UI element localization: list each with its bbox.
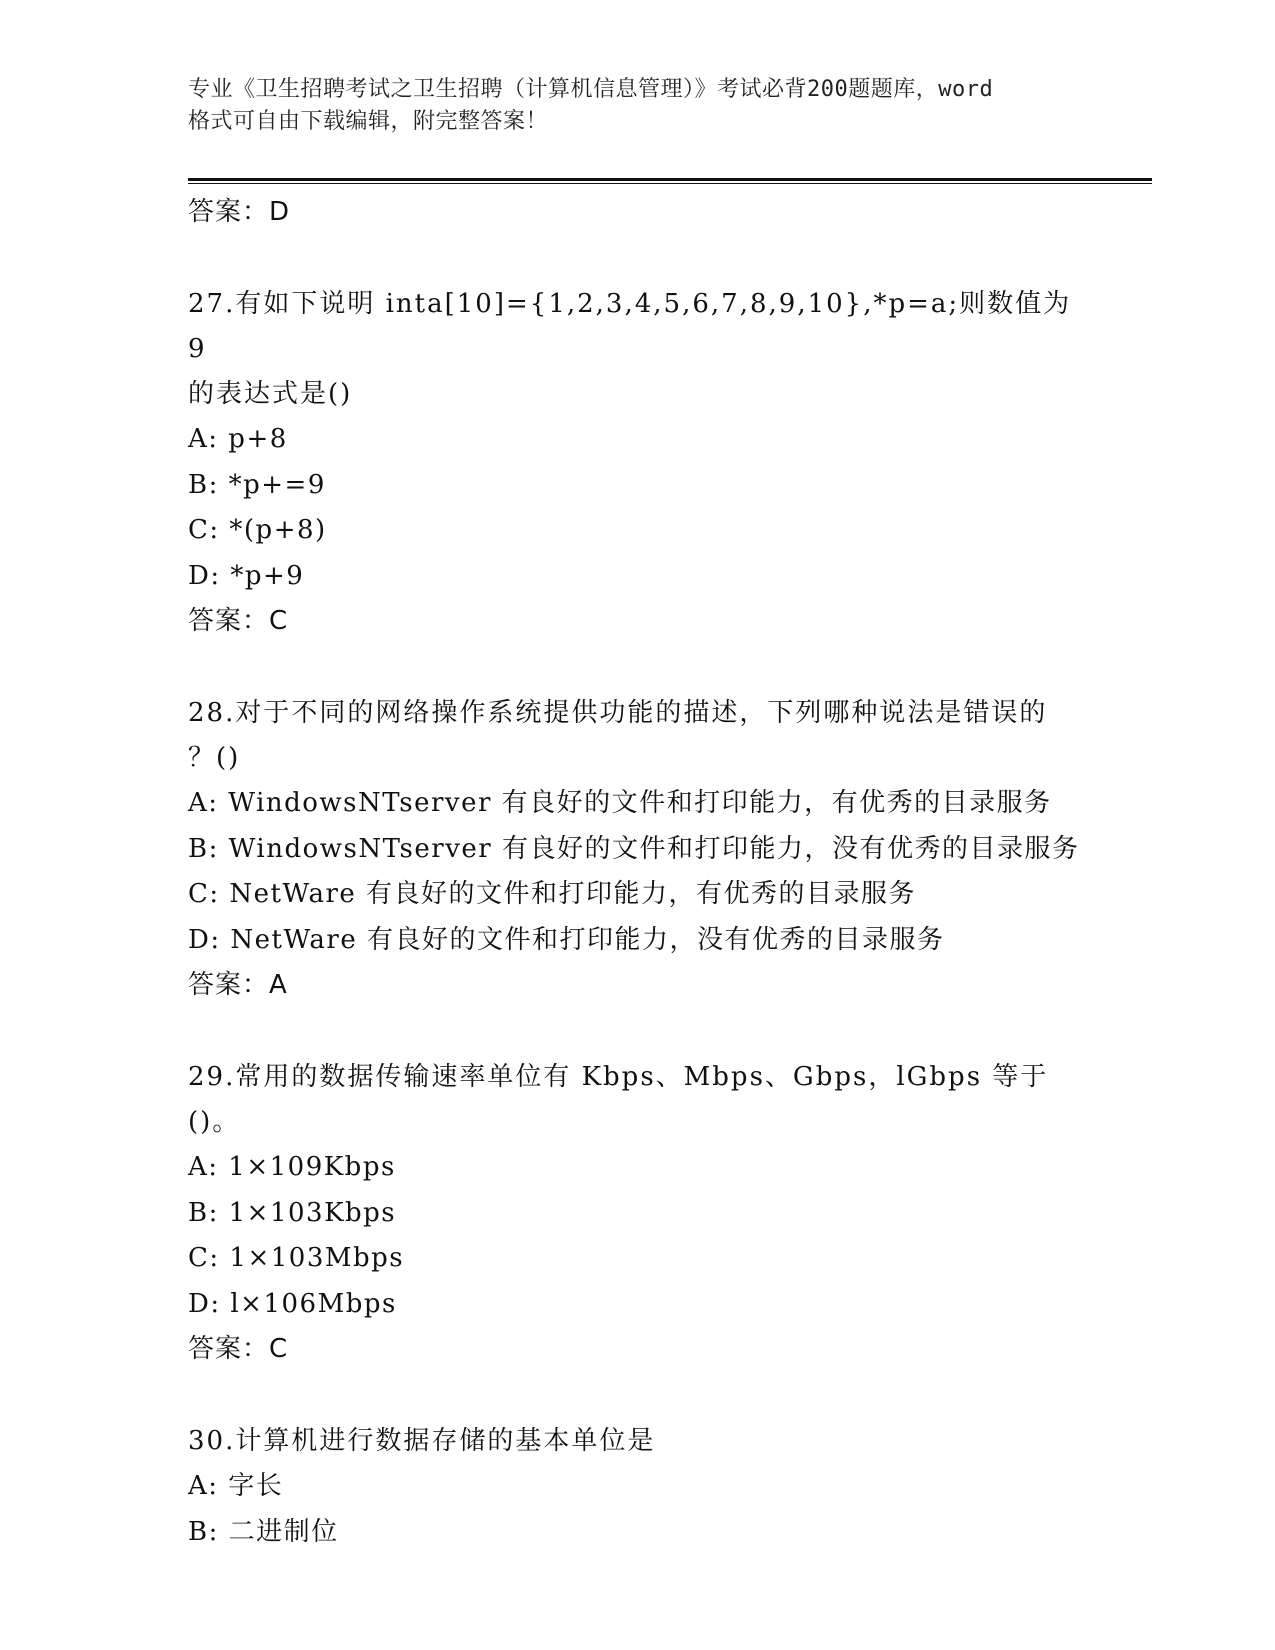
option-c: C: NetWare 有良好的文件和打印能力，有优秀的目录服务: [188, 879, 917, 909]
question-stem: 30.计算机进行数据存储的基本单位是: [188, 1426, 656, 1456]
option-c: C: 1×103Mbps: [188, 1243, 405, 1273]
question-stem: 27.有如下说明 inta[10]={1,2,3,4,5,6,7,8,9,10},*p=a;则数值为 9: [188, 289, 1082, 364]
question-stem-continued: 的表达式是(): [188, 379, 353, 409]
header-divider-thick: [188, 178, 1152, 181]
option-d: D: l×106Mbps: [188, 1288, 397, 1319]
answer-line: 答案：C: [188, 1334, 289, 1364]
answer-line: 答案：C: [188, 606, 289, 636]
header-title-line-2: 格式可自由下载编辑，附完整答案！: [188, 109, 549, 134]
question-stem: 29.常用的数据传输速率单位有 Kbps、Mbps、Gbps，lGbps 等于()。: [188, 1062, 1049, 1137]
spacer: [188, 1371, 1088, 1419]
option-a: A: WindowsNTserver 有良好的文件和打印能力，有优秀的目录服务: [188, 788, 1052, 818]
header-divider-thin: [188, 183, 1152, 184]
option-d: D: *p+9: [188, 560, 305, 591]
option-b: B: 1×103Kbps: [188, 1197, 397, 1228]
option-b: B: 二进制位: [188, 1516, 339, 1547]
question-stem-continued: ？(): [188, 743, 241, 773]
option-b: B: WindowsNTserver 有良好的文件和打印能力，没有优秀的目录服务: [188, 833, 1080, 864]
question-30: [188, 1419, 1088, 1555]
question-list: [188, 190, 1088, 1555]
answer-line: 答案：A: [188, 970, 288, 1000]
option-a: A: 1×109Kbps: [188, 1152, 396, 1182]
option-b: B: *p+=9: [188, 469, 326, 500]
option-c: C: *(p+8): [188, 515, 327, 545]
question-29: [188, 1055, 1088, 1371]
option-a: A: 字长: [188, 1471, 284, 1501]
answer-line: 答案：D: [188, 197, 291, 227]
header-title-line-1: 专业《卫生招聘考试之卫生招聘（计算机信息管理）》考试必背200题题库，word: [188, 77, 994, 102]
option-a: A: p+8: [188, 424, 288, 454]
spacer: [188, 643, 1088, 691]
spacer: [188, 1007, 1088, 1055]
spacer: [188, 234, 1088, 282]
option-d: D: NetWare 有良好的文件和打印能力，没有优秀的目录服务: [188, 924, 945, 955]
question-27: [188, 282, 1088, 643]
question-stem: 28.对于不同的网络操作系统提供功能的描述，下列哪种说法是错误的: [188, 698, 1048, 728]
document-header: [188, 74, 1088, 138]
question-28: [188, 691, 1088, 1007]
